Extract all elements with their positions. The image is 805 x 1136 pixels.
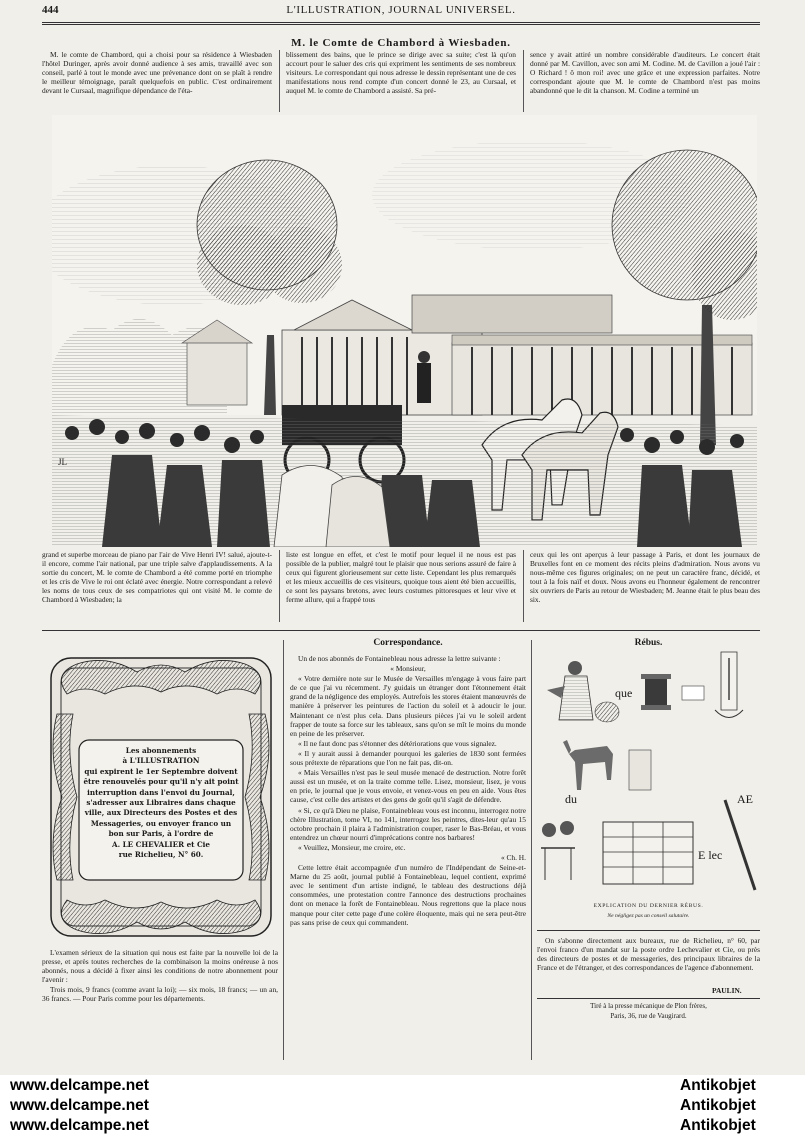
watermark-right-3: Antikobjet [680, 1117, 756, 1134]
small-frame-icon [629, 750, 651, 790]
printer-line-2: Paris, 36, rue de Vaugirard. [610, 1012, 687, 1020]
column-divider [523, 550, 524, 622]
page-number: 444 [42, 4, 59, 16]
correspondance-title: Correspondance. [373, 638, 443, 648]
letter-paragraph: « Il ne faut donc pas s'étonner des détériorations que vous signalez. [298, 738, 497, 748]
column-divider [279, 50, 280, 112]
letter-paragraph: Un de nos abonnés de Fontainebleau nous adresse la lettre suivante : [298, 654, 501, 663]
spool-icon [641, 674, 671, 710]
watermark-left-1: www.delcampe.net [10, 1077, 149, 1094]
small-book-icon [682, 686, 704, 700]
printer-line-1: Tiré à la presse mécanique de Plon frères, [590, 1002, 707, 1010]
letter-paragraph: « Veuillez, Monsieur, me croire, etc. [298, 842, 406, 852]
watermark-left-2: www.delcampe.net [10, 1097, 149, 1114]
crowd [52, 415, 757, 547]
engraving-cursaal-wiesbaden [52, 115, 757, 547]
paragraph: L'examen sérieux de la situation qui nous est faite par la nouvelle loi de la presse, et après toutes recherches de la combinaison la moins onéreuse à nos abonnés, nous a décidé à fixer ainsi les conditions de notre abonnement pour l'avenir : [42, 948, 278, 985]
notice-line: à L'ILLUSTRATION [122, 756, 200, 766]
correspondance-letter [290, 654, 526, 1032]
seated-woman-figure [547, 661, 619, 722]
candle-snuffer-icon [715, 652, 743, 718]
notice-line: Messageries, ou envoyer franco un [90, 818, 232, 828]
notice-line: bon sur Paris, à l'ordre de [108, 829, 214, 839]
rebus-text-que: que [615, 686, 633, 700]
paragraph: Trois mois, 9 francs (comme avant la loi); — six mois, 18 francs; — un an, 36 francs. — Pour Paris comme pour les départements. [42, 985, 278, 1004]
letter-paragraph: « Votre dernière note sur le Musée de Versailles m'engage à vous faire part de ce que j'ai vu récemment. J'y guidais un étranger dont l'étonnement était grand de la négligence des employés. Autrefois les stores étaient manœuvrés de manière à préserver les peintures de l'action du soleil et à adoucir le jour. Maintenant ce n'est plus cela. Dans plusieurs pièces j'ai vu le soleil ardent frapper de toute sa force sur les tableaux, sans qu'on se mît le moins du monde en peine de les préserver. [290, 674, 526, 738]
letter-paragraph: « Il y aurait aussi à demander pourquoi les galeries de 1830 sont fermées sous prétexte de réparations que l'on ne fait pas, dit-on. [290, 748, 526, 768]
letter-paragraph: Cette lettre était accompagnée d'un numéro de l'Indépendant de Seine-et-Marne du 25 août, journal publié à Fontainebleau, lequel contient, exprimé avec le sentiment d'un artiste indigné, le tableau des destructions déjà consommées, une protestation contre l'annonce des destructions prochaines dont on menace la forêt de Fontainebleau. Nous regrettons que la place nous manque pour citer cette page d'une colère éloquente, mais qui ne sera peut-être pas sans prise de ceux qui commandent. [290, 863, 526, 927]
journal-title: L'ILLUSTRATION, JOURNAL UNIVERSEL. [286, 4, 516, 16]
notice-line: qui expirent le 1er Septembre doivent [84, 766, 238, 776]
article-column-1-bottom [42, 550, 272, 622]
notice-line: s'adresser aux Libraires dans chaque [86, 798, 236, 808]
notice-line: interruption dans l'envoi du Journal, [87, 787, 235, 797]
letter-paragraph: « Mais Versailles n'est pas le seul musée menacé de destruction. Notre forêt aussi est un musée, et on la traite comme telle. Lisez, monsieur, lisez, je vous en prie, le journal que je vous envoie, et venez-vous en peu en aide. Vous êtes cause, c'est celle des artistes et des gens de goût qu'il s'agit de défendre. [290, 768, 526, 805]
notice-line: Les abonnements [125, 746, 197, 755]
paragraph: grand et superbe morceau de piano par l'air de Vive Henri IV! salué, ajoute-t-il encore, comme l'air national, par une triple salve d'applaudissements. A la sortie du concert, M. le comte de Chambord a été comme porté en triomphe et les cris de Vive le roi ont éclaté avec énergie. Notre correspondant a relevé les noms de tous ceux de ses compatriotes qui ont visité M. le comte de Chambord à Wiesbaden; la [42, 550, 272, 605]
rebus-puzzle [537, 650, 760, 900]
article-column-1-top [42, 50, 272, 112]
subscription-notice [82, 746, 240, 876]
rebus-explanation-label: EXPLICATION DU DERNIER RÉBUS. [593, 903, 704, 909]
column-divider [279, 550, 280, 622]
watermark-right-2: Antikobjet [680, 1097, 756, 1114]
notice-line: être renouvelés pour qu'il n'y ait point [83, 777, 239, 787]
rebus-text-elec: E lec [698, 848, 723, 862]
rebus-rule [537, 930, 760, 931]
article-headline: M. le Comte de Chambord à Wiesbaden. [291, 37, 511, 49]
article-column-2-top [286, 50, 516, 112]
paragraph: ceux qui les ont aperçus à leur passage à Paris, et dont les journaux de Bruxelles font en ce moment des récits pleins d'admiration. Nous avons vu nous-même ces figures originales; on ne peut un caractère franc, décidé, et tout à la fois naïf et doux. Nous avons eu l'honneur également de rencontrer six ouvriers de Paris au retour de Wiesbaden; M. Jeanne était le plus beau des six. [530, 550, 760, 605]
column-divider [283, 640, 284, 1060]
paragraph: blissement des bains, que le prince se dirige avec sa suite; c'est là qu'on accourt pour le saluer des cris qui expriment les sentiments de ses nombreux visiteurs. Le correspondant qui nous adresse le dessin représentant une de ces manifestations nous rend compte d'un concert donné le 23, au Cursaal, et auquel M. le comte de Chambord a assisté. Sa pré- [286, 50, 516, 96]
engraver-signature: JL [58, 457, 67, 467]
notice-line: rue Richelieu, N° 60. [118, 850, 204, 860]
letter-paragraph: « Si, ce qu'à Dieu ne plaise, Fontainebleau vous est inconnu, interrogez notre chère Illustration, tome VI, no 141, interrogez les peintres, dites-leur qu'au 15 octobre prochain il plaira à l'administration couper, raser le Bas-Bréau, et vous entendrez un chœur nourri d'imprécations contre nos barbares! [290, 805, 526, 842]
column-divider [523, 50, 524, 112]
deer-icon [563, 740, 613, 790]
rebus-text-du: du [565, 792, 577, 806]
lamps-icon [541, 821, 575, 880]
cabinet-icon [603, 822, 693, 884]
letter-paragraph: « Monsieur, [390, 664, 426, 674]
page-header [42, 4, 760, 20]
notice-line: ville, aux Directeurs des Postes et des [84, 808, 238, 818]
watermark-left-3: www.delcampe.net [10, 1117, 149, 1134]
article-column-3-top [530, 50, 760, 112]
article-column-2-bottom [286, 550, 516, 622]
printer-rule [537, 998, 760, 999]
rebus-text-ae: AE [737, 792, 753, 806]
paragraph: M. le comte de Chambord, qui a choisi pour sa résidence à Wiesbaden l'hôtel Duringer, après avoir donné audience à ses amis, travaillé avec son conseil, parlé à tout le monde avec une prévenance dont on se plaît à rendre le meilleur témoignage, paraît quelquefois en public. C'est ordinairement devant le Cursaal, magnifique dépendance de l'éta- [42, 50, 272, 96]
publisher-signature: PAULIN. [712, 986, 742, 995]
paragraph: liste est longue en effet, et c'est le motif pour lequel il ne nous est pas possible de la publier, malgré tout le plaisir que nous serions assuré de faire à ceux qui figurent glorieusement sur cette liste. Cependant les plus remarqués et les mieux accueillis de ces visiteurs, quoique tous aient été bien accueillis, ce sont les paysans bretons, avec leurs costumes pittoresques et leur vive et ferme allure, qui a frappé tous [286, 550, 516, 605]
stick-icon [725, 800, 755, 890]
rebus-explanation: Ne négligez pas un conseil salutaire. [607, 913, 690, 919]
watermark-right-1: Antikobjet [680, 1077, 756, 1094]
paragraph: sence y avait attiré un nombre considérable d'auditeurs. Le concert était donné par M. Cavillon, avec son ami M. Codine. M. de Cavillon a joué l'air : O Richard ! ô mon roi! avec une grâce et une expression parfaites. Notre correspondant ajoute que M. le comte de Chambord n'est pas moins abandonné que le dit la chanson. M. Codine a terminé un [530, 50, 760, 96]
subscription-info: On s'abonne directement aux bureaux, rue de Richelieu, n° 60, par l'envoi franco d'un mandat sur la poste ordre Lechevalier et Cie, ou près des directeurs de postes et de messageries, des principaux libraires de la France et de l'étranger, et des correspondances de l'agence d'abonnement. [537, 936, 760, 973]
notice-line: A. LE CHEVALIER et Cie [112, 839, 210, 849]
article-column-3-bottom [530, 550, 760, 622]
subscription-terms [42, 948, 278, 1056]
section-rule [42, 630, 760, 631]
rebus-title: Rébus. [634, 638, 663, 648]
letter-signoff: « Ch. H. [500, 852, 526, 862]
column-divider [531, 640, 532, 1060]
header-rule [42, 22, 760, 25]
